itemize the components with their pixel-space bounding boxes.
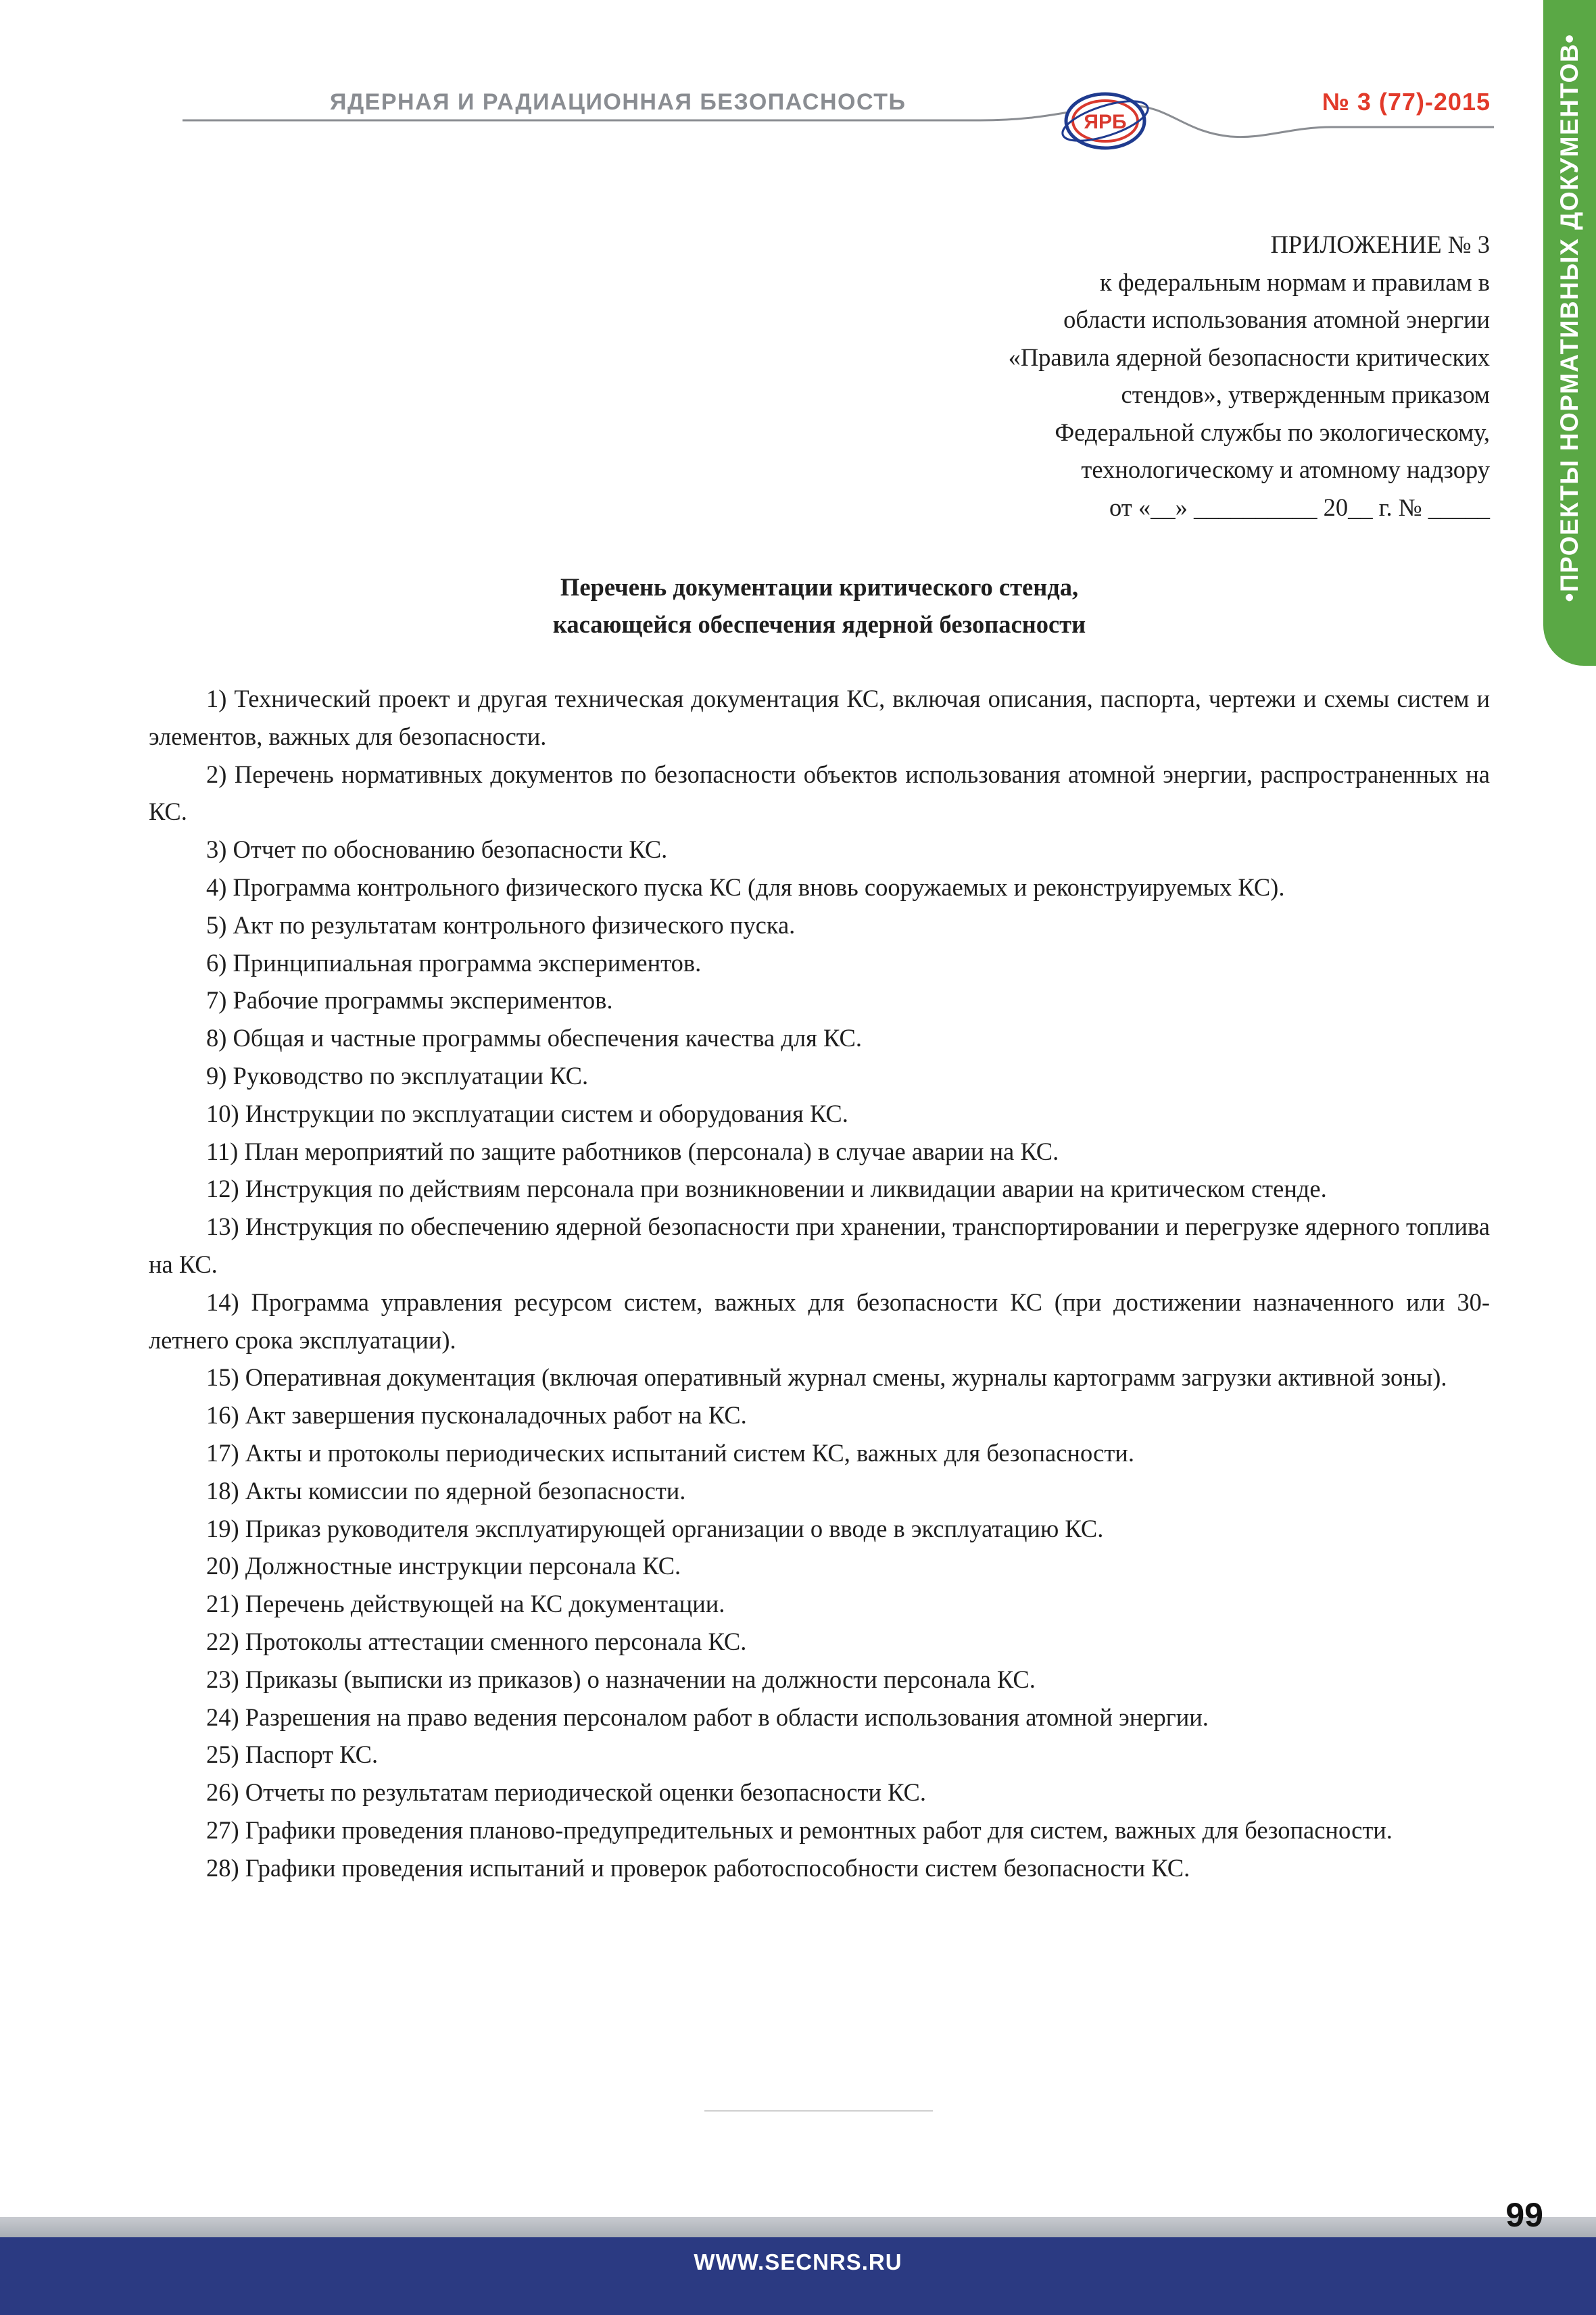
logo-text: ЯРБ [1084, 111, 1127, 133]
appendix-heading: ПРИЛОЖЕНИЕ № 3 [1270, 230, 1490, 258]
appendix-line: технологическому и атомному надзору [1081, 456, 1490, 483]
issue-number: № 3 (77)-2015 [1322, 88, 1491, 116]
list-item: 28) Графики проведения испытаний и проверок работоспособности систем безопасности КС. [206, 1853, 1190, 1882]
appendix-line: «Правила ядерной безопасности критических [1008, 343, 1490, 371]
document-title-line-2: касающейся обеспечения ядерной безопасности [552, 610, 1086, 638]
list-item: 26) Отчеты по результатам периодической оценки безопасности КС. [206, 1778, 927, 1807]
document-title-line-1: Перечень документации критического стенда, [560, 573, 1079, 601]
appendix-line: стендов», утвержденным приказом [1121, 381, 1490, 408]
appendix-line: от «__» __________ 20__ г. № _____ [1109, 493, 1490, 521]
list-item: 20) Должностные инструкции персонала КС. [206, 1552, 681, 1580]
list-item: 7) Рабочие программы экспериментов. [206, 986, 613, 1015]
journal-logo-icon [1055, 89, 1156, 153]
list-item: 13) Инструкция по обеспечению ядерной безопасности при хранении, транспортировании и перегрузке ядерного топлива на КС. [149, 1213, 1490, 1278]
list-item: 19) Приказ руководителя эксплуатирующей организации о вводе в эксплуатацию КС. [206, 1514, 1104, 1542]
list-item: 25) Паспорт КС. [206, 1740, 379, 1769]
appendix-line: Федеральной службы по экологическому, [1055, 418, 1490, 446]
list-item: 1) Технический проект и другая техническая документация КС, включая описания, паспорта, чертежи и схемы систем и элементов, важных для безопасности. [149, 685, 1490, 750]
appendix-block [746, 226, 1490, 526]
list-item: 3) Отчет по обоснованию безопасности КС. [206, 835, 668, 864]
list-item: 6) Принципиальная программа экспериментов. [206, 948, 702, 977]
list-item: 10) Инструкции по эксплуатации систем и оборудования КС. [206, 1099, 848, 1127]
list-item: 4) Программа контрольного физического пуска КС (для вновь сооружаемых и реконструируемых КС). [206, 873, 1285, 901]
list-item: 15) Оперативная документация (включая оперативный журнал смены, журналы картограмм загрузки активной зоны). [206, 1363, 1447, 1392]
appendix-line: к федеральным нормам и правилам в [1100, 268, 1490, 296]
list-item: 5) Акт по результатам контрольного физического пуска. [206, 910, 796, 939]
list-item: 24) Разрешения на право ведения персоналом работ в области использования атомной энергии. [206, 1703, 1209, 1731]
footer-url[interactable]: WWW.SECNRS.RU [694, 2249, 902, 2274]
list-item: 8) Общая и частные программы обеспечения качества для КС. [206, 1024, 862, 1052]
list-item: 18) Акты комиссии по ядерной безопасности. [206, 1476, 686, 1505]
end-divider [704, 2110, 933, 2112]
list-item: 21) Перечень действующей на КС документации. [206, 1590, 725, 1618]
list-item: 2) Перечень нормативных документов по безопасности объектов использования атомной энергии, распространенных на КС. [149, 760, 1490, 826]
list-item: 22) Протоколы аттестации сменного персонала КС. [206, 1627, 747, 1655]
footer-stripe [0, 2217, 1596, 2237]
list-item: 9) Руководство по эксплуатации КС. [206, 1061, 589, 1090]
list-item: 23) Приказы (выписки из приказов) о назначении на должности персонала КС. [206, 1665, 1036, 1693]
page-number: 99 [1505, 2196, 1543, 2234]
appendix-line: области использования атомной энергии [1063, 306, 1490, 333]
list-item: 11) План мероприятий по защите работников (персонала) в случае аварии на КС. [206, 1137, 1059, 1165]
list-item: 27) Графики проведения планово-предупредительных и ремонтных работ для систем, важных для безопасности. [206, 1816, 1393, 1844]
list-item: 16) Акт завершения пусконаладочных работ на КС. [206, 1401, 747, 1430]
side-section-label: •ПРОЕКТЫ НОРМАТИВНЫХ ДОКУМЕНТОВ• [1555, 33, 1583, 602]
document-title [149, 568, 1490, 643]
list-item: 17) Акты и протоколы периодических испытаний систем КС, важных для безопасности. [206, 1438, 1134, 1467]
journal-title: ЯДЕРНАЯ И РАДИАЦИОННАЯ БЕЗОПАСНОСТЬ [330, 89, 906, 115]
list-item: 14) Программа управления ресурсом систем, важных для безопасности КС (при достижении назначенного или 30-летнего срока эксплуатации). [149, 1288, 1490, 1354]
document-list [149, 680, 1490, 1887]
list-item: 12) Инструкция по действиям персонала при возникновении и ликвидации аварии на критическом стенде. [206, 1175, 1327, 1203]
